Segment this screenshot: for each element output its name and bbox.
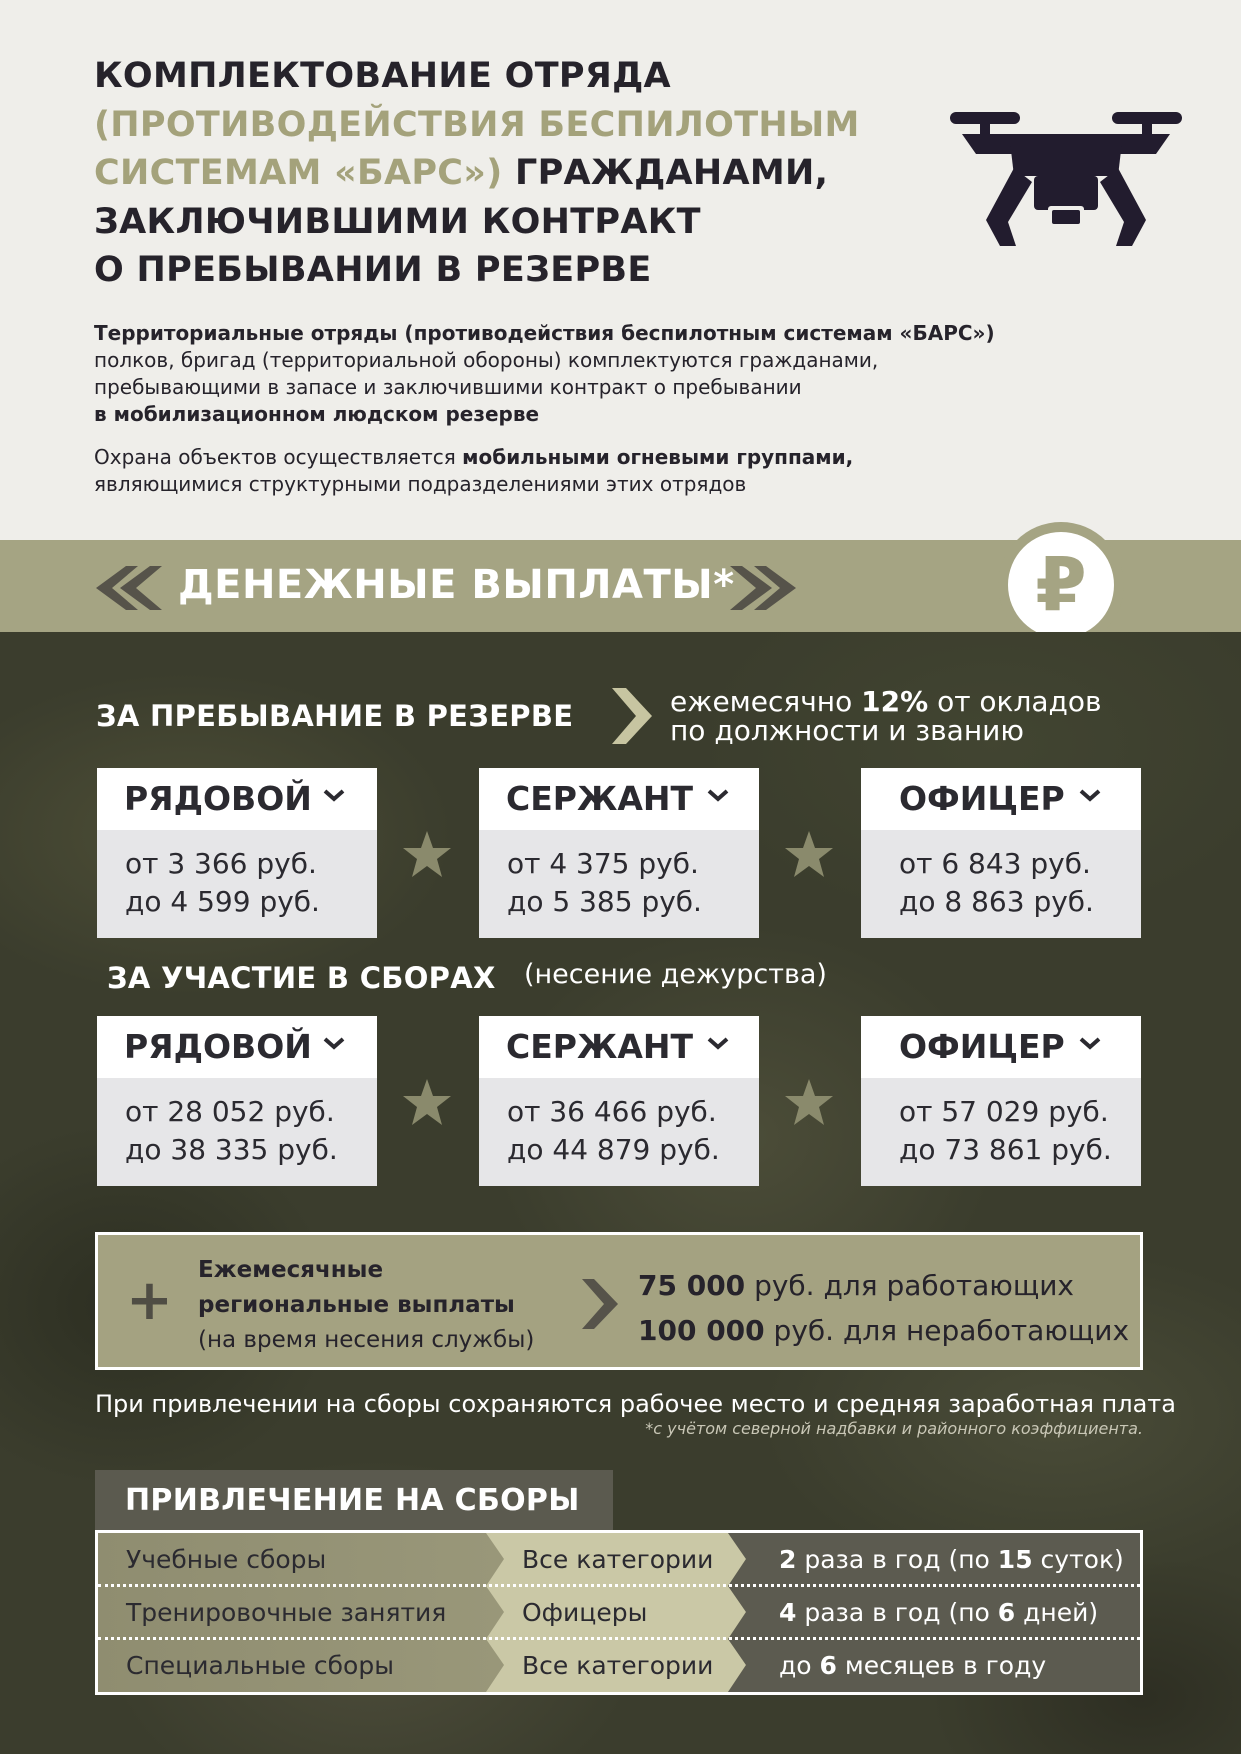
- drone-icon: [950, 112, 1182, 246]
- card-to: до 4 599 руб.: [125, 885, 320, 918]
- card-to: до 38 335 руб.: [125, 1133, 338, 1166]
- double-chevron-left-icon: [96, 566, 162, 610]
- card-rank: РЯДОВОЙ: [124, 1027, 312, 1066]
- card-to: до 73 861 руб.: [899, 1133, 1112, 1166]
- callup-frequency: [779, 1639, 1046, 1692]
- callup-type: Учебные сборы: [126, 1545, 327, 1574]
- reserve-note-post: от окладов: [928, 685, 1102, 718]
- intro-line-2: полков, бригад (территориальной обороны) комплектуются гражданами,: [94, 348, 879, 372]
- card-rank: ОФИЦЕР: [899, 779, 1065, 818]
- card-from: от 36 466 руб.: [507, 1095, 717, 1128]
- callup-frequency: [779, 1586, 1098, 1639]
- intro-p2-line-2: являющимися структурными подразделениями этих отрядов: [94, 472, 747, 496]
- intro-bold-line: Территориальные отряды (противодействия беспилотным системам «БАРС»): [94, 321, 995, 345]
- regional-label: [198, 1253, 534, 1358]
- chevron-down-icon: [1079, 788, 1101, 804]
- card-from: от 57 029 руб.: [899, 1095, 1109, 1128]
- callup-header: [95, 1470, 613, 1532]
- card-from: от 3 366 руб.: [125, 847, 317, 880]
- title-line-5: О ПРЕБЫВАНИИ В РЕЗЕРВЕ: [94, 250, 652, 290]
- intro-p2-bold: мобильными огневыми группами,: [462, 445, 854, 469]
- payments-title: ДЕНЕЖНЫЕ ВЫПЛАТЫ*: [178, 562, 735, 608]
- freq-text: раза в год (по: [796, 1545, 998, 1574]
- callup-type: Специальные сборы: [126, 1651, 394, 1680]
- table-row: [98, 1639, 1140, 1692]
- freq-bold: 15: [997, 1545, 1033, 1574]
- callup-table: [95, 1530, 1143, 1695]
- regional-label-line-2: региональные выплаты: [198, 1292, 515, 1318]
- callup-type: Тренировочные занятия: [126, 1598, 447, 1627]
- freq-text: до: [779, 1651, 820, 1680]
- chevron-down-icon: [1079, 1036, 1101, 1052]
- amount-value: 75 000: [638, 1269, 746, 1302]
- callup-frequency: [779, 1533, 1124, 1586]
- regional-amount-nonworking: [638, 1308, 1129, 1353]
- reserve-card-private: [97, 768, 377, 938]
- title-line-4: ЗАКЛЮЧИВШИМИ КОНТРАКТ: [94, 201, 701, 242]
- freq-bold: 4: [779, 1598, 797, 1627]
- title-line-2: (ПРОТИВОДЕЙСТВИЯ БЕСПИЛОТНЫМ: [94, 104, 860, 145]
- callup-title: ПРИВЛЕЧЕНИЕ НА СБОРЫ: [125, 1483, 580, 1518]
- table-row: [98, 1586, 1140, 1639]
- double-chevron-right-icon: [730, 566, 796, 610]
- freq-bold: 2: [779, 1545, 797, 1574]
- ruble-icon: ₽: [1008, 532, 1114, 638]
- chevron-right-icon: [582, 1279, 618, 1329]
- star-icon: [784, 1078, 834, 1126]
- regional-label-line-1: Ежемесячные: [198, 1257, 384, 1283]
- title-line-3: [94, 149, 924, 198]
- amount-text: руб. для работающих: [745, 1269, 1074, 1302]
- card-to: до 44 879 руб.: [507, 1133, 720, 1166]
- freq-text: месяцев в году: [836, 1651, 1047, 1680]
- training-note: (несение дежурства): [524, 959, 827, 990]
- callup-who: Все категории: [522, 1651, 714, 1680]
- card-from: от 6 843 руб.: [899, 847, 1091, 880]
- reserve-note: [670, 687, 1102, 745]
- title-highlight: СИСТЕМАМ «БАРС»): [94, 153, 503, 193]
- freq-text: суток): [1032, 1545, 1124, 1574]
- reserve-card-officer: [861, 768, 1141, 938]
- chevron-down-icon: [323, 1036, 345, 1052]
- chevron-down-icon: [707, 788, 729, 804]
- intro-paragraph-1: [94, 320, 1094, 428]
- training-card-sergeant: [479, 1016, 759, 1186]
- footnote: *с учётом северной надбавки и районного коэффициента.: [645, 1419, 1143, 1438]
- regional-label-note: (на время несения службы): [198, 1327, 535, 1353]
- reserve-note-pre: ежемесячно: [670, 685, 862, 718]
- freq-bold: 6: [997, 1598, 1016, 1627]
- reserve-card-sergeant: [479, 768, 759, 938]
- amount-text: руб. для неработающих: [764, 1314, 1130, 1347]
- card-to: до 8 863 руб.: [899, 885, 1094, 918]
- card-rank: СЕРЖАНТ: [506, 779, 694, 818]
- amount-value: 100 000: [638, 1314, 765, 1347]
- callup-who: Все категории: [522, 1545, 714, 1574]
- title-rest: ГРАЖДАНАМИ,: [502, 153, 829, 193]
- regional-payments-box: [95, 1232, 1143, 1370]
- callup-who: Офицеры: [522, 1598, 648, 1627]
- freq-bold: 6: [819, 1651, 837, 1680]
- training-section-title: ЗА УЧАСТИЕ В СБОРАХ: [107, 961, 496, 995]
- reserve-section-title: ЗА ПРЕБЫВАНИЕ В РЕЗЕРВЕ: [96, 699, 574, 733]
- regional-amounts: [638, 1263, 1129, 1353]
- intro-p2-start: Охрана объектов осуществляется: [94, 445, 463, 469]
- card-from: от 28 052 руб.: [125, 1095, 335, 1128]
- intro-text: [94, 320, 1094, 514]
- chevron-down-icon: [707, 1036, 729, 1052]
- reserve-note-line-2: по должности и званию: [670, 714, 1024, 747]
- table-row: [98, 1533, 1140, 1586]
- star-icon: [784, 830, 834, 878]
- card-rank: СЕРЖАНТ: [506, 1027, 694, 1066]
- freq-text: дней): [1015, 1598, 1099, 1627]
- freq-text: раза в год (по: [796, 1598, 998, 1627]
- card-to: до 5 385 руб.: [507, 885, 702, 918]
- card-rank: РЯДОВОЙ: [124, 779, 312, 818]
- header-section: [0, 0, 1241, 540]
- reserve-percent: 12%: [861, 685, 929, 718]
- page-title: [94, 52, 924, 295]
- card-from: от 4 375 руб.: [507, 847, 699, 880]
- chevron-right-icon: [612, 688, 652, 744]
- training-card-officer: [861, 1016, 1141, 1186]
- regional-amount-working: [638, 1263, 1129, 1308]
- training-card-private: [97, 1016, 377, 1186]
- title-line-1: КОМПЛЕКТОВАНИЕ ОТРЯДА: [94, 56, 671, 96]
- star-icon: [402, 830, 452, 878]
- intro-line-4: в мобилизационном людском резерве: [94, 402, 540, 426]
- chevron-down-icon: [323, 788, 345, 804]
- intro-line-3: пребывающими в запасе и заключившими контракт о пребывании: [94, 375, 802, 399]
- job-retention-note: При привлечении на сборы сохраняются рабочее место и средняя заработная плата: [95, 1390, 1176, 1418]
- card-rank: ОФИЦЕР: [899, 1027, 1065, 1066]
- intro-paragraph-2: [94, 444, 1094, 498]
- plus-icon: +: [126, 1268, 173, 1333]
- star-icon: [402, 1078, 452, 1126]
